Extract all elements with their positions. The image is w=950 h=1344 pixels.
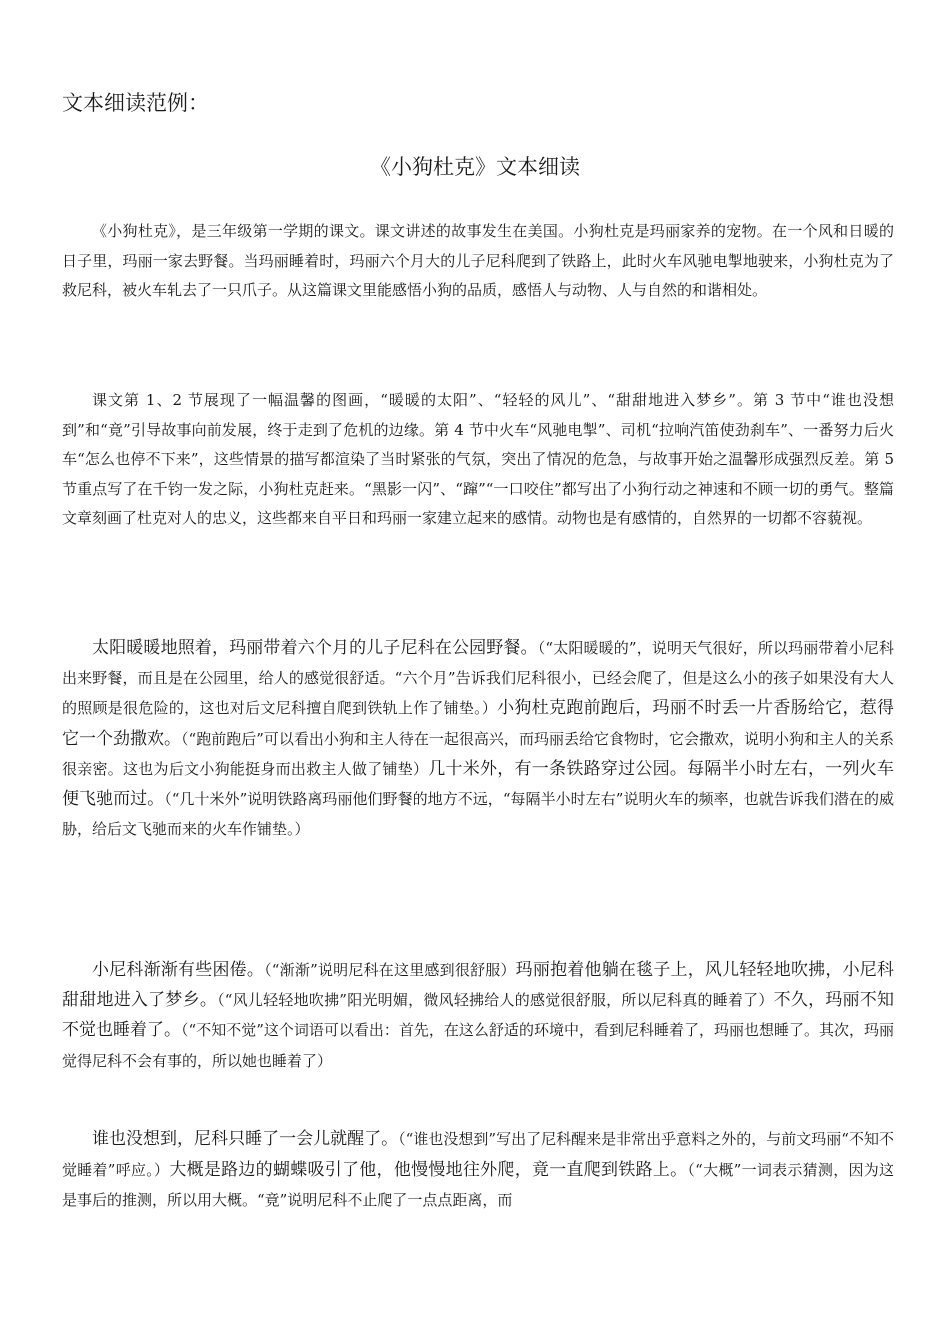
section-heading: 文本细读范例： (62, 91, 209, 115)
original-text: 几十米外，有一条铁路穿过公园。每隔半小时左右，一列火车便飞驰而过。 (62, 758, 895, 810)
original-text: 太阳暖暖地照着，玛丽带着六个月的儿子尼科在公园野餐。 (92, 638, 538, 658)
original-text: 谁也没想到，尼科只睡了一会儿就醒了。 (92, 1129, 399, 1149)
paragraph-close-reading-2 (62, 955, 894, 1076)
annotation-text: （“风儿轻轻地吹拂”阳光明媚，微风轻拂给人的感觉很舒服，所以尼科真的睡着了） (217, 991, 774, 1010)
document-title: 《小狗杜克》文本细读 (370, 155, 580, 179)
original-text: 不久，玛丽不知不觉也睡着了。 (62, 990, 895, 1041)
paragraph-summary (62, 217, 894, 306)
annotation-text: （“谁也没想到”写出了尼科醒来是非常出乎意料之外的，与前文玛丽“不知不觉睡着”呼应。） (62, 1130, 894, 1179)
paragraph-text: 《小狗杜克》，是三年级第一学期的课文。课文讲述的故事发生在美国。小狗杜克是玛丽家养的宠物。在一个风和日暖的日子里，玛丽一家去野餐。当玛丽睡着时，玛丽六个月大的儿子尼科爬到了铁路上，此时火车风驰电掣地驶来，小狗杜克为了救尼科，被火车轧去了一只爪子。从这篇课文里能感悟小狗的品质，感悟人与动物、人与自然的和谐相处。 (62, 222, 894, 299)
paragraph-close-reading-3 (62, 1124, 894, 1216)
annotation-text: （“不知不觉”这个词语可以看出：首先，在这么舒适的环境中，看到尼科睡着了，玛丽也想睡了。其次，玛丽觉得尼科不会有事的，所以她也睡着了） (62, 1021, 895, 1070)
paragraph-text: 课文第 1、2 节展现了一幅温馨的图画，“暖暖的太阳”、“轻轻的风儿”、“甜甜地进入梦乡”。第 3 节中“谁也没想到”和“竟”引导故事向前发展，终于走到了危机的边缘。第 4 节中火车“风驰电掣”、司机“拉响汽笛使劲刹车”、一番努力后火车“怎么也停不下来”，这些情景的描写都渲染了当时紧张的气氛，突出了情况的危急，与故事开始之温馨形成强烈反差。第 5 节重点写了在千钧一发之际，小狗杜克赶来。“黑影一闪”、“蹿”“一口咬住”都写出了小狗行动之神速和不顾一切的勇气。整篇文章刻画了杜克对人的忠义，这些都来自平日和玛丽一家建立起来的感情。动物也是有感情的，自然界的一切都不容藐视。 (62, 391, 894, 527)
annotation-text: （“大概”一词表示猜测，因为这是事后的推测，所以用大概。“竟”说明尼科不止爬了一点点距离，而 (62, 1160, 895, 1209)
annotation-text: （“渐渐”说明尼科在这里感到很舒服） (264, 961, 516, 979)
original-text: 小狗杜克跑前跑后，玛丽不时丢一片香肠给它，惹得它一个劲撒欢。 (62, 698, 894, 749)
original-text: 小尼科渐渐有些困倦。 (92, 960, 265, 980)
original-text: 大概是路边的蝴蝶吸引了他，他慢慢地往外爬，竟一直爬到铁路上。 (169, 1159, 688, 1180)
annotation-text: （“太阳暖暖的”，说明天气很好，所以玛丽带着小尼科出来野餐，而且是在公园里，给人的感觉很舒适。“六个月”告诉我们尼科很小，已经会爬了，但是这么小的孩子如果没有大人的照顾是很危险的，这也对后文尼科擅自爬到铁轨上作了铺垫。） (62, 639, 895, 718)
paragraph-analysis (62, 386, 894, 534)
original-text: 玛丽抱着他躺在毯子上，风儿轻轻地吹拂，小尼科甜甜地进入了梦乡。 (62, 960, 895, 1011)
paragraph-close-reading-1 (62, 633, 894, 844)
annotation-text: （“跑前跑后”可以看出小狗和主人待在一起很高兴，而玛丽丢给它食物时，它会撒欢，说明小狗和主人的关系很亲密。这也为后文小狗能挺身而出救主人做了铺垫） (62, 729, 895, 778)
annotation-text: （“几十米外”说明铁路离玛丽他们野餐的地方不远，“每隔半小时左右”说明火车的频率，也就告诉我们潜在的威胁，给后文飞驰而来的火车作铺垫。） (62, 790, 895, 839)
